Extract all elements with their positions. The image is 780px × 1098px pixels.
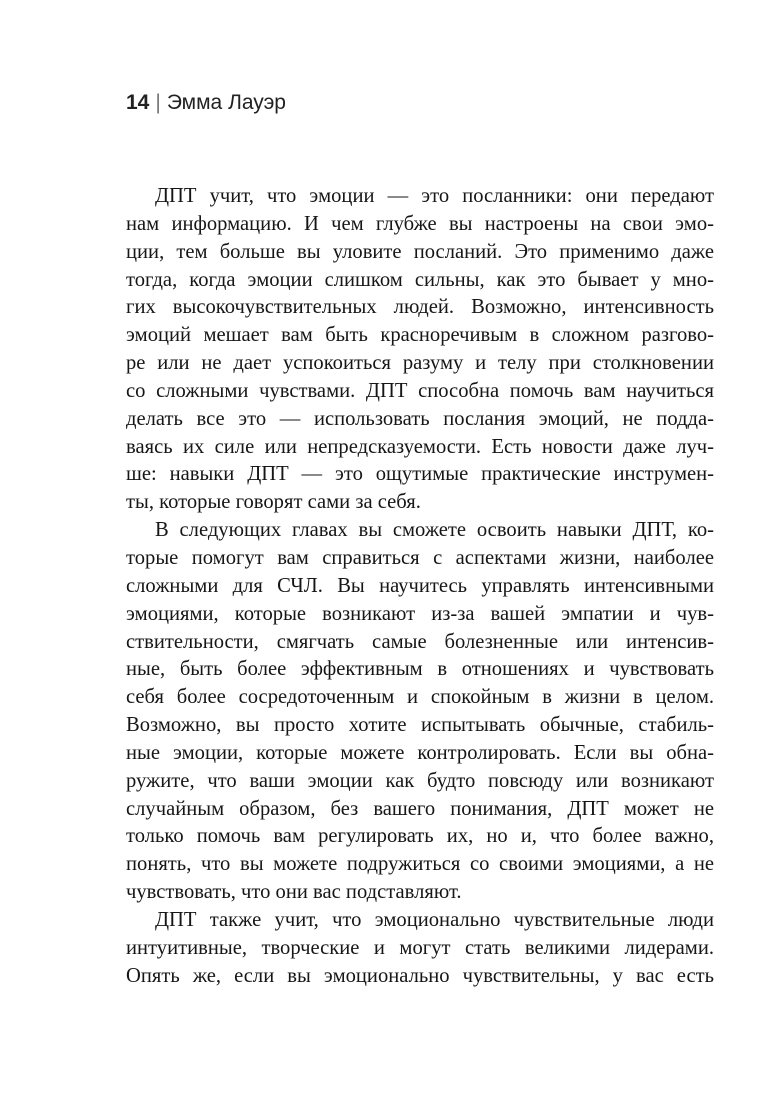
author-name: Эмма Лауэр [166,91,286,114]
text-line: себя более сосредоточенным и спокойным в жизни в целом. [126,686,714,709]
header-separator: | [155,91,161,114]
text-line: ДПТ также учит, что эмоционально чувствительные люди [155,908,714,931]
text-line: тогда, когда эмоции слишком сильны, как это бывает у мно- [126,268,714,291]
text-line: со сложными чувствами. ДПТ способна помочь вам научиться [126,379,714,402]
text-line: ваясь их силе или непредсказуемости. Есть новости даже луч- [126,435,714,458]
text-line: чувствовать, что они вас подставляют. [126,881,462,904]
text-line: только помочь вам регулировать их, но и, что более важно, [126,825,714,848]
text-line: ДПТ учит, что эмоции — это посланники: они передают [155,185,714,207]
text-line: ше: навыки ДПТ — это ощутимые практические инструмен- [126,463,714,486]
text-line: нам информацию. И чем глубже вы настроены на свои эмо- [126,212,714,235]
text-line: эмоциями, которые возникают из-за вашей эмпатии и чув- [126,602,714,625]
text-line: ствительности, смягчать самые болезненные или интенсив- [126,630,714,653]
running-header [126,88,286,118]
text-line: ные, быть более эффективным в отношениях и чувствовать [126,658,714,681]
text-line: ружите, что ваши эмоции как будто повсюду или возникают [126,769,714,792]
text-line: гих высокочувствительных людей. Возможно, интенсивность [126,296,714,319]
paragraph [126,517,714,907]
text-line: ции, тем больше вы уловите посланий. Это применимо даже [126,240,714,263]
text-line: случайным образом, без вашего понимания, ДПТ может не [126,797,714,820]
text-line: В следующих главах вы сможете освоить навыки ДПТ, ко- [155,519,714,542]
text-line: Опять же, если вы эмоционально чувствительны, у вас есть [126,964,714,987]
text-line: эмоций мешает вам быть красноречивым в сложном разгово- [126,324,714,347]
text-line: ные эмоции, которые можете контролировать. Если вы обна- [126,741,714,764]
text-line: сложными для СЧЛ. Вы научитесь управлять интенсивными [126,574,714,597]
paragraph [126,183,714,517]
text-line: ты, которые говорят сами за себя. [126,491,421,514]
text-line: понять, что вы можете подружиться со своими эмоциями, а не [126,853,714,876]
text-line: ре или не дает успокоиться разуму и телу при столкновении [126,352,714,375]
text-line: Возможно, вы просто хотите испытывать обычные, стабиль- [126,714,714,737]
page-number: 14 [126,91,150,114]
paragraph [126,907,714,991]
text-line: делать все это — использовать послания эмоций, не подда- [126,407,714,430]
body-text [126,183,714,990]
text-line: торые помогут вам справиться с аспектами жизни, наиболее [126,546,714,569]
text-line: интуитивные, творческие и могут стать великими лидерами. [126,936,714,959]
